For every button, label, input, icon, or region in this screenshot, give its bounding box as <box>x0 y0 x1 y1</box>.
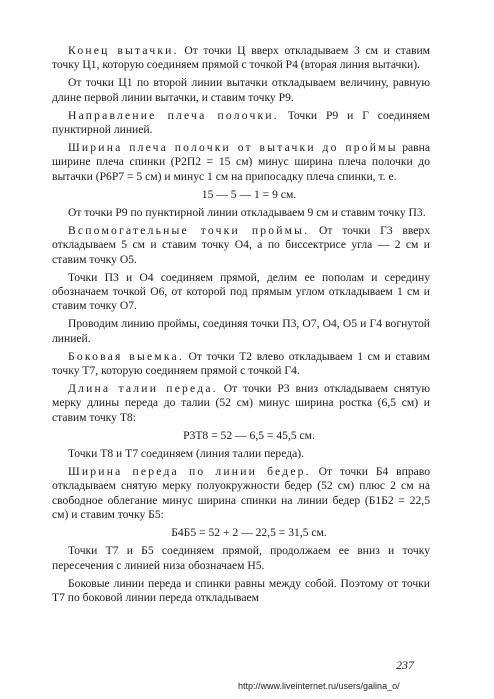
paragraph <box>52 141 430 184</box>
section-heading: Вспомогательные точки проймы. <box>68 224 310 238</box>
paragraph <box>52 465 430 522</box>
paragraph-text: Точки Т7 и Б5 соединяем прямой, продолжаем ее вниз и точку пересечения с линией низа обозначаем Н5. <box>52 544 430 572</box>
section-heading: Длина талии переда. <box>68 382 218 396</box>
paragraph-text: От точки Ц вверх откладываем 3 см и ставим точку Ц1, которую соединяем прямой с точкой Р4 (вторая линия вытачки). <box>52 44 430 72</box>
formula: Р3Т8 = 52 — 6,5 = 45,5 см. <box>183 428 315 442</box>
paragraph <box>52 109 430 137</box>
paragraph-text: Точки Р9 и Г соединяем пунктирной линией. <box>52 108 431 137</box>
paragraph-text: Проводим линию проймы, соединяя точки П3, О7, О4, О5 и Г4 вогнутой линией. <box>52 317 430 345</box>
paragraph <box>52 350 430 378</box>
paragraph-text: От точки Т2 влево откладываем 1 см и ставим точку Т7, которую соединяем прямой с точкой Г4. <box>52 349 430 378</box>
paragraph <box>52 76 430 104</box>
paragraph <box>52 317 430 345</box>
paragraph <box>52 44 430 72</box>
section-heading: Ширина переда по линии бедер. <box>68 465 311 479</box>
page-number: 237 <box>396 658 414 672</box>
formula: Б4Б5 = 52 + 2 — 22,5 = 31,5 см. <box>171 526 327 540</box>
paragraph <box>52 224 430 267</box>
paragraph <box>52 271 430 314</box>
document-page <box>52 44 430 609</box>
paragraph-text: От точки Р3 вниз откладываем снятую мерку длины переда до талии (52 см) минус ширина ростка (6,5 см) и ставим точку Т8: <box>52 382 430 424</box>
paragraph-text: От точки Г3 вверх откладываем 5 см и ставим точку О4, а по биссектрисе угла — 2 см и ставим точку О5. <box>52 224 431 266</box>
paragraph-text: Точки Т8 и Т7 соединяем (линия талии переда). <box>68 447 305 461</box>
paragraph <box>52 544 430 572</box>
paragraph <box>52 382 430 425</box>
section-heading: Боковая выемка. <box>68 349 184 363</box>
paragraph-text: От точки Ц1 по второй линии вытачки откладываем величину, равную длине первой линии вытачки, и ставим точку Р9. <box>52 76 430 104</box>
paragraph-text: От точки Б4 вправо откладываем снятую мерку полуокружности бедер (52 см) плюс 2 см на свободное облегание минус ширина спинки на линии бедер (Б1Б2 = 22,5 см) и ставим точку Б5: <box>52 465 430 521</box>
paragraph <box>52 206 430 220</box>
paragraph-text: Боковые линии переда и спинки равны между собой. Поэтому от точки Т7 по боковой линии переда откладываем <box>52 576 430 604</box>
section-heading: Ширина плеча полочки от вытачки до проймы <box>68 141 398 155</box>
footer-url: http://www.liveinternet.ru/users/galina_o/ <box>238 681 400 691</box>
paragraph-text: От точки Р9 по пунктирной линии откладываем 9 см и ставим точку П3. <box>68 206 426 220</box>
paragraph-text: Точки П3 и О4 соединяем прямой, делим ее пополам и середину обозначаем точкой О6, от которой под прямым углом откладываем 1 см и ставим точку О7. <box>52 270 430 313</box>
paragraph <box>52 447 430 461</box>
formula: 15 — 5 — 1 = 9 см. <box>201 187 297 201</box>
paragraph <box>52 577 430 605</box>
section-heading: Конец вытачки. <box>68 44 179 57</box>
paragraph-text: равна ширине плеча спинки (Р2П2 = 15 см) минус ширина плеча полочки до вытачки (Р6Р7 = 5 см) и минус 1 см на припосадку плеча спинки, т. е. <box>52 141 430 183</box>
section-heading: Направление плеча полочки. <box>68 108 279 122</box>
